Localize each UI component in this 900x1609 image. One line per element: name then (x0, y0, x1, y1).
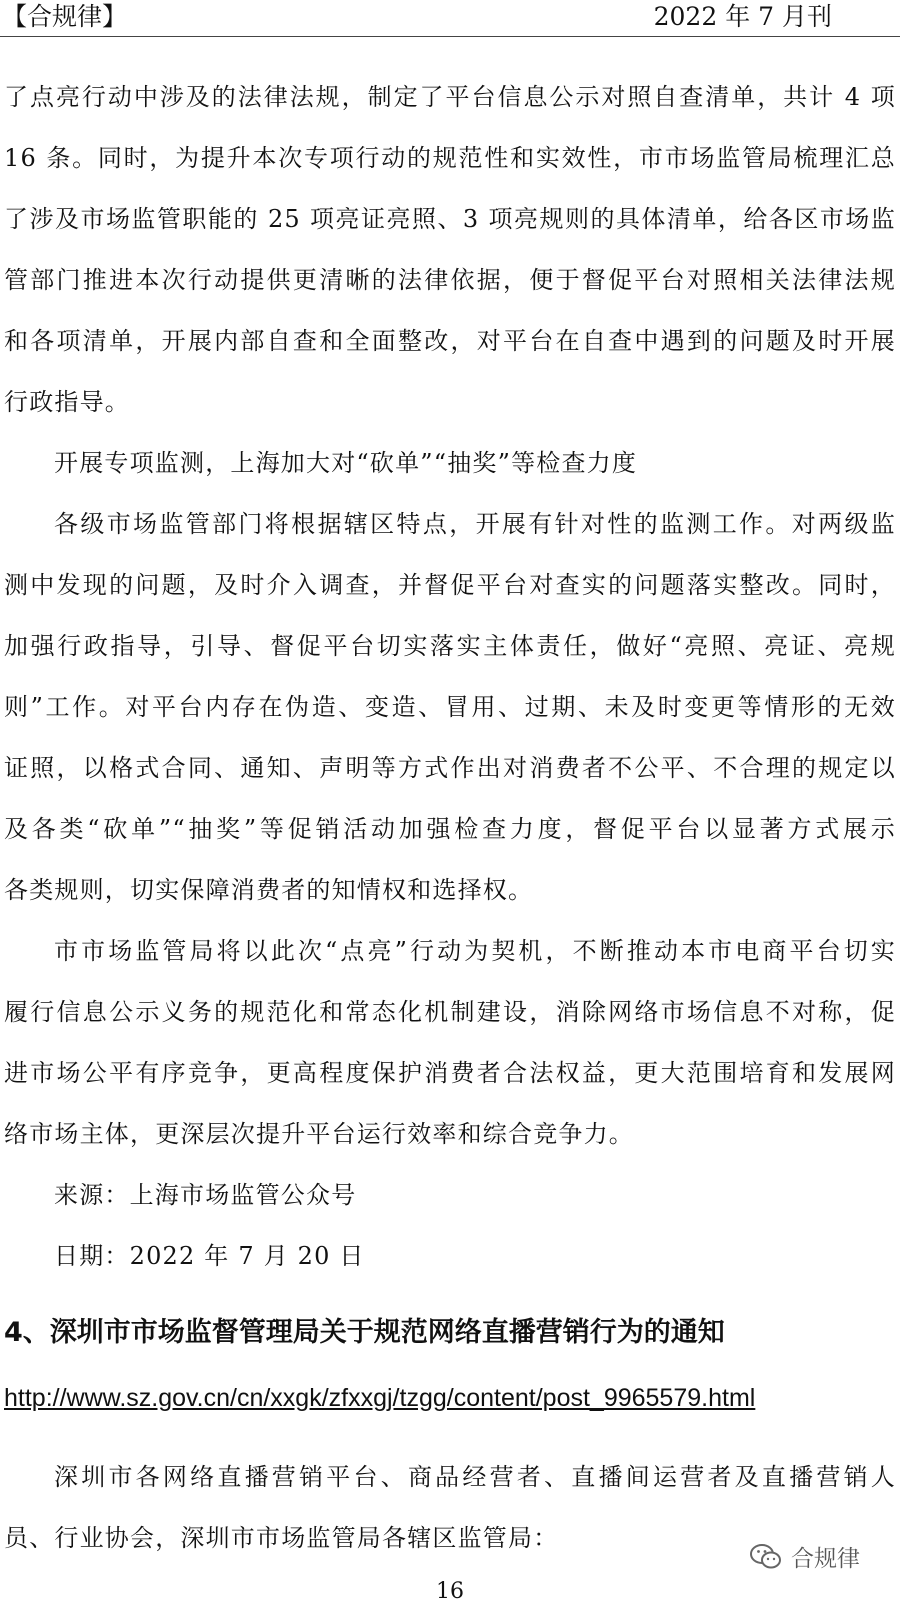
paragraph-conclusion (4, 921, 896, 1165)
watermark-text: 合规律 (791, 1546, 860, 1572)
text-line: 加强行政指导，引导、督促平台切实落实主体责任，做好“亮照、亮证、亮规 (4, 632, 896, 660)
text-line: 则”工作。对平台内存在伪造、变造、冒用、过期、未及时变更等情形的无效 (4, 693, 896, 721)
header-issue-date: 2022 年 7 月刊 (653, 2, 832, 31)
paragraph-checklist (4, 67, 896, 433)
article-date: 日期：2022 年 7 月 20 日 (54, 1242, 365, 1270)
paragraph-monitoring (4, 494, 896, 921)
text-line: 各级市场监管部门将根据辖区特点，开展有针对性的监测工作。对两级监 (54, 510, 896, 538)
text-line: 员、行业协会，深圳市市场监管局各辖区监管局： (4, 1524, 559, 1552)
source-link[interactable]: http://www.sz.gov.cn/cn/xxgk/zfxxgj/tzgg/content/post_9965579.html (4, 1384, 756, 1412)
wechat-icon (749, 1542, 783, 1572)
section-heading: 4、深圳市市场监督管理局关于规范网络直播营销行为的通知 (4, 1317, 725, 1348)
text-line: 各类规则，切实保障消费者的知情权和选择权。 (4, 876, 534, 904)
wechat-watermark (749, 1540, 860, 1573)
article-source: 来源：上海市场监管公众号 (54, 1181, 357, 1209)
text-line: 及各类“砍单”“抽奖”等促销活动加强检查力度，督促平台以显著方式展示 (4, 815, 896, 843)
text-line: 行政指导。 (4, 388, 130, 416)
text-line: 市市场监管局将以此次“点亮”行动为契机，不断推动本市电商平台切实 (54, 937, 896, 965)
page-number: 16 (436, 1579, 464, 1604)
text-line: 测中发现的问题，及时介入调查，并督促平台对查实的问题落实整改。同时， (4, 571, 896, 599)
text-line: 证照，以格式合同、通知、声明等方式作出对消费者不公平、不合理的规定以 (4, 754, 896, 782)
text-line: 了点亮行动中涉及的法律法规，制定了平台信息公示对照自查清单，共计 4 项 (4, 83, 896, 111)
text-line: 了涉及市场监管职能的 25 项亮证亮照、3 项亮规则的具体清单，给各区市场监 (4, 205, 896, 233)
header-divider (0, 36, 900, 37)
page-header (0, 0, 900, 36)
header-publication-name: 【合规律】 (2, 2, 128, 31)
article-body (4, 67, 896, 1569)
text-line: 管部门推进本次行动提供更清晰的法律依据，便于督促平台对照相关法律法规 (4, 266, 896, 294)
section-subtitle: 开展专项监测，上海加大对“砍单”“抽奖”等检查力度 (54, 449, 638, 477)
text-line: 和各项清单，开展内部自查和全面整改，对平台在自查中遇到的问题及时开展 (4, 327, 896, 355)
text-line: 络市场主体，更深层次提升平台运行效率和综合竞争力。 (4, 1120, 634, 1148)
text-line: 进市场公平有序竞争，更高程度保护消费者合法权益，更大范围培育和发展网 (4, 1059, 896, 1087)
text-line: 深圳市各网络直播营销平台、商品经营者、直播间运营者及直播营销人 (54, 1463, 896, 1491)
text-line: 履行信息公示义务的规范化和常态化机制建设，消除网络市场信息不对称，促 (4, 998, 896, 1026)
text-line: 16 条。同时，为提升本次专项行动的规范性和实效性，市市场监管局梳理汇总 (4, 144, 896, 172)
